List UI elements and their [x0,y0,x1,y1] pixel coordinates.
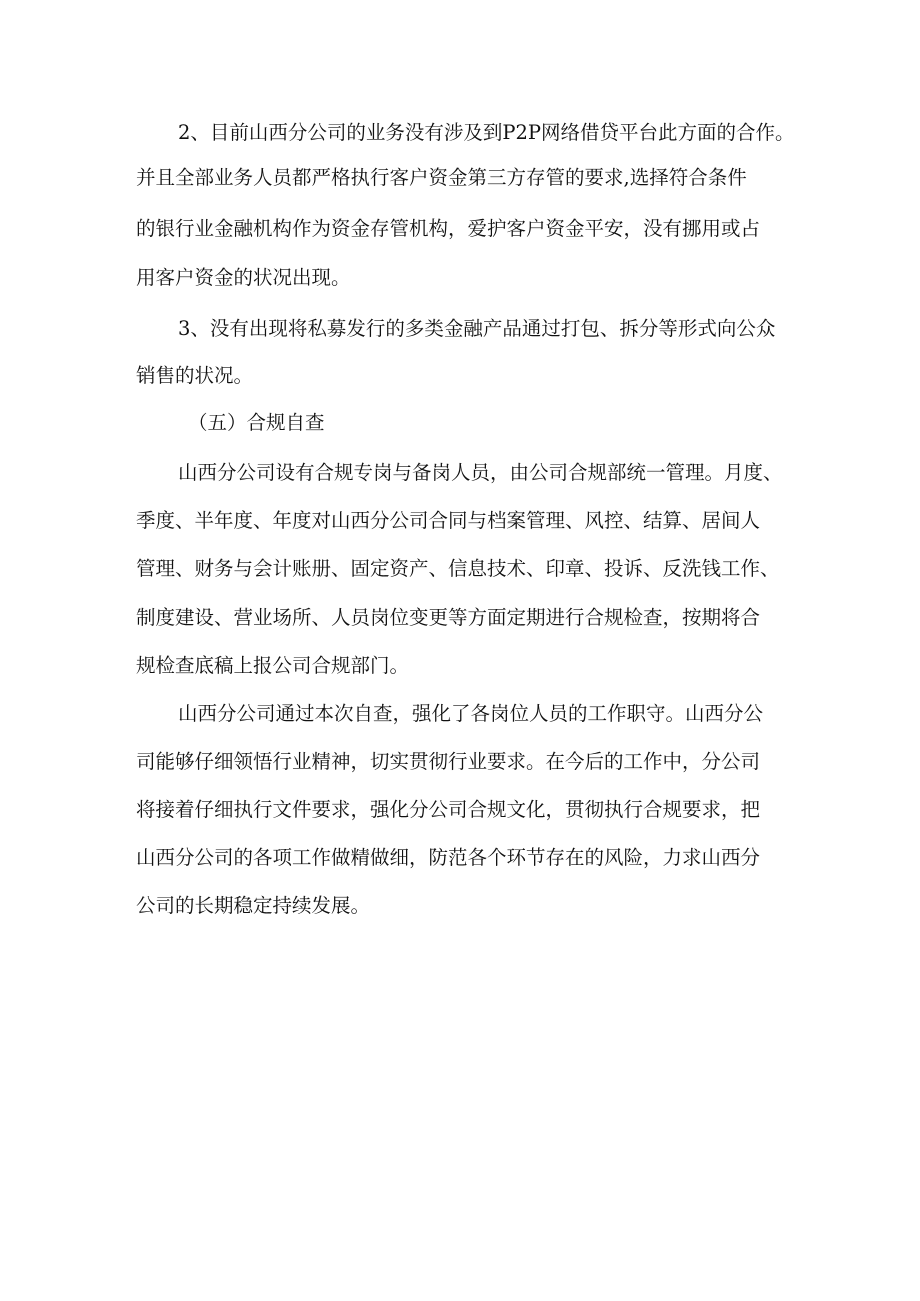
paragraph-line: 季度、半年度、年度对山西分公司合同与档案管理、风控、结算、居间人 [136,509,761,532]
paragraph-line: 制度建设、营业场所、人员岗位变更等方面定期进行合规检查，按期将合 [136,606,761,629]
section-heading: （五）合规自查 [188,411,325,434]
paragraph-line: 山西分公司设有合规专岗与备岗人员，由公司合规部统一管理。月度、 [178,461,783,484]
paragraph-line: 规检查底稿上报公司合规部门。 [136,654,410,677]
paragraph-line: 销售的状况。 [136,364,254,387]
paragraph-line: 司能够仔细领悟行业精神，切实贯彻行业要求。在今后的工作中，分公司 [136,750,761,773]
paragraph-line: 的银行业金融机构作为资金存管机构，爱护客户资金平安，没有挪用或占 [136,217,761,240]
paragraph-line: 并且全部业务人员都严格执行客户资金第三方存管的要求,选择符合条件 [136,166,747,189]
paragraph-line: 2、目前山西分公司的业务没有涉及到P2P网络借贷平台此方面的合作。 [178,121,795,144]
paragraph-line: 山西分公司通过本次自查，强化了各岗位人员的工作职守。山西分公 [178,702,764,725]
paragraph-line: 山西分公司的各项工作做精做细，防范各个环节存在的风险，力求山西分 [136,846,761,869]
paragraph-line: 用客户资金的状况出现。 [136,266,351,289]
paragraph-line: 公司的长期稳定持续发展。 [136,894,371,917]
paragraph-line: 3、没有出现将私募发行的多类金融产品通过打包、拆分等形式向公众 [178,317,776,340]
paragraph-line: 将接着仔细执行文件要求，强化分公司合规文化，贯彻执行合规要求，把 [136,798,761,821]
paragraph-line: 管理、财务与会计账册、固定资产、信息技术、印章、投诉、反洗钱工作、 [136,557,780,580]
